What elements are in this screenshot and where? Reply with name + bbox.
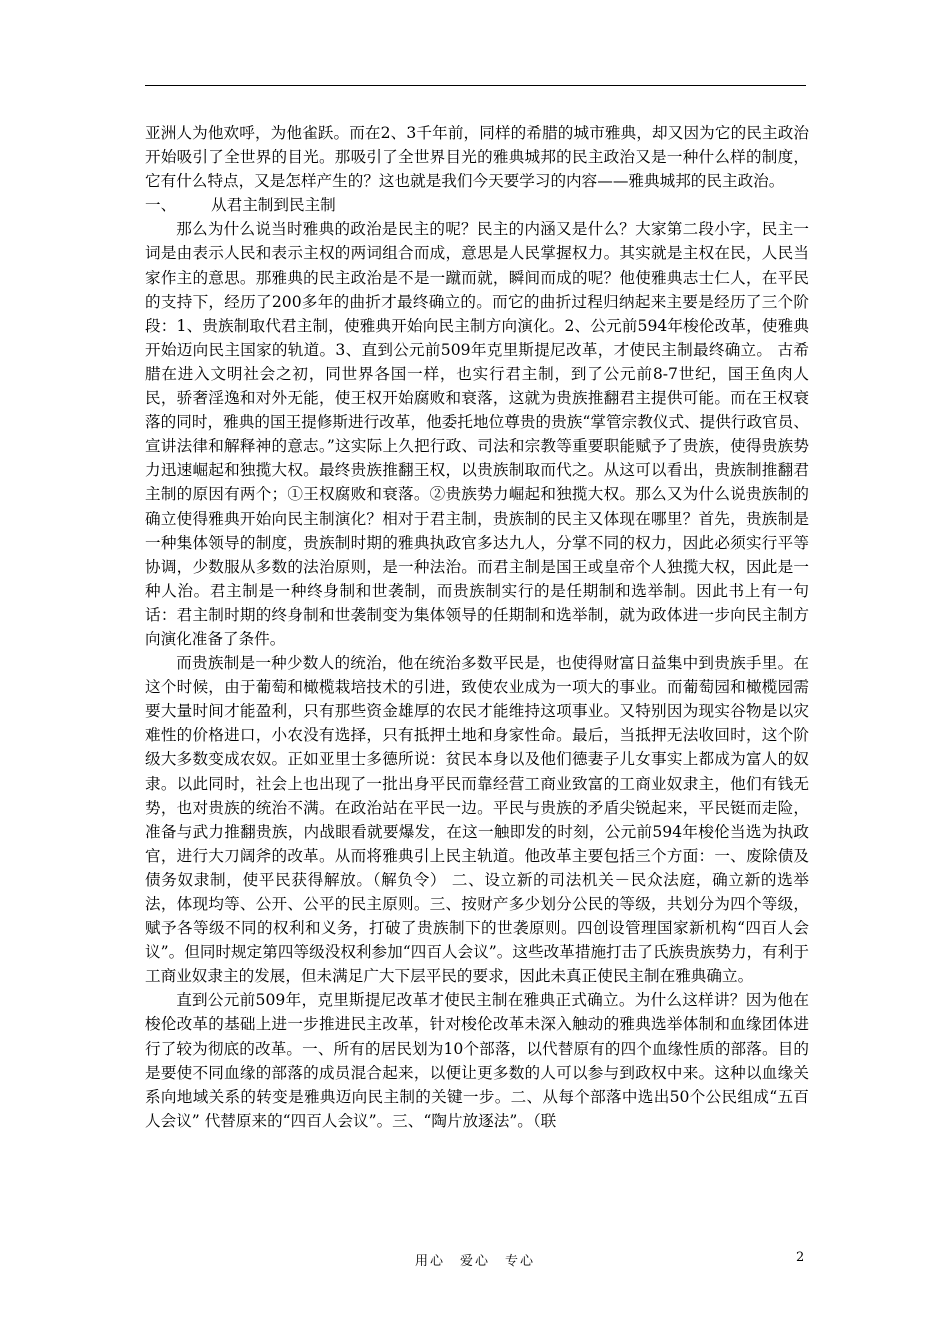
paragraph-democracy-stages: 那么为什么说当时雅典的政治是民主的呢？民主的内涵又是什么？大家第二段小字，民主一词是由表示人民和表示主权的两词组合而成，意思是人民掌握权力。其实就是主权在民，人民当家作主的意思。那雅典的民主政治是不是一蹴而就，瞬间而成的呢？他使雅典志士仁人，在平民的支持下，经历了200多年的曲折才最终确立的。而它的曲折过程归纳起来主要是经历了三个阶段：1、贵族制取代君主制，使雅典开始向民主制方向演化。2、公元前594年梭伦改革，使雅典开始迈向民主国家的轨道。3、直到公元前509年克里斯提尼改革，才使民主制最终确立。 古希腊在进入文明社会之初，同世界各国一样，也实行君主制，到了公元前8-7世纪，国王鱼肉人民，骄奢淫逸和对外无能，使王权开始腐败和衰落，这就为贵族推翻君主提供可能。而在王权衰落的同时，雅典的国王提修斯进行改革，他委托地位尊贵的贵族“掌管宗教仪式、提供行政官员、宣讲法律和解释神的意志。”这实际上久把行政、司法和宗教等重要职能赋予了贵族，使得贵族势力迅速崛起和独揽大权。最终贵族推翻王权，以贵族制取而代之。从这可以看出，贵族制推翻君主制的原因有两个；①王权腐败和衰落。②贵族势力崛起和独揽大权。那么又为什么说贵族制的确立使得雅典开始向民主制演化？相对于君主制，贵族制的民主又体现在哪里？首先，贵族制是一种集体领导的制度，贵族制时期的雅典执政官多达九人，分掌不同的权力，因此必须实行平等协调，少数服从多数的法治原则，是一种法治。而君主制是国王或皇帝个人独揽大权，因此是一种人治。君主制是一种终身制和世袭制，而贵族制实行的是任期制和选举制。因此书上有一句话：君主制时期的终身制和世袭制变为集体领导的任期制和选举制，就为政体进一步向民主制方向演化准备了条件。	[145, 220, 809, 648]
section-heading	[145, 193, 809, 217]
section-number: 一、	[145, 196, 177, 215]
section-title: 从君主制到民主制	[211, 196, 336, 215]
paragraph-cleisthenes-reform: 直到公元前509年，克里斯提尼改革才使民主制在雅典正式确立。为什么这样讲？因为他在梭伦改革的基础上进一步推进民主改革，针对梭伦改革未深入触动的雅典选举体制和血缘团体进行了较为彻底的改革。一、所有的居民划为10个部落，以代替原有的四个血缘性质的部落。目的是要使不同血缘的部落的成员混合起来，以便让更多数的人可以参与到政权中来。这种以血缘关系向地域关系的转变是雅典迈向民主制的关键一步。二、从每个部落中选出50个公民组成“五百人会议” 代替原来的“四百人会议”。三、“陶片放逐法”。（联	[145, 991, 809, 1130]
document-body	[145, 121, 809, 1133]
footer-motto: 用心 爱心 专心	[414, 1254, 535, 1269]
paragraph-solon-reform: 而贵族制是一种少数人的统治，他在统治多数平民是，也使得财富日益集中到贵族手里。在这个时候，由于葡萄和橄榄栽培技术的引进，致使农业成为一项大的事业。而葡萄园和橄榄园需要大量时间才能盈利，只有那些资金雄厚的农民才能维持这项事业。又特别因为现实谷物是以灾难性的价格进口，小农没有选择，只有抵押土地和身家性命。最后，当抵押无法收回时，这个阶级大多数变成农奴。正如亚里士多德所说：贫民本身以及他们德妻子儿女事实上都成为富人的奴隶。以此同时，社会上也出现了一批出身平民而靠经营工商业致富的工商业奴隶主，他们有钱无势，也对贵族的统治不满。在政治站在平民一边。平民与贵族的矛盾尖锐起来，平民铤而走险，准备与武力推翻贵族，内战眼看就要爆发，在这一触即发的时刻，公元前594年梭伦当选为执政官，进行大刀阔斧的改革。从而将雅典引上民主轨道。他改革主要包括三个方面：一、废除债及债务奴隶制，使平民获得解放。（解负令） 二、设立新的司法机关－民众法庭，确立新的选举法，体现均等、公开、公平的民主原则。三、按财产多少划分公民的等级，共划分为四个等级，赋予各等级不同的权利和义务，打破了贵族制下的世袭原则。四创设管理国家新机构“四百人会议”。但同时规定第四等级没权利参加“四百人会议”。这些改革措施打击了氏族贵族势力，有利于工商业奴隶主的发展，但未满足广大下层平民的要求，因此未真正使民主制在雅典确立。	[145, 654, 809, 986]
header-rule	[145, 85, 806, 86]
paragraph-intro: 亚洲人为他欢呼，为他雀跃。而在2、3千年前，同样的希腊的城市雅典，却又因为它的民主政治开始吸引了全世界的目光。那吸引了全世界目光的雅典城邦的民主政治又是一种什么样的制度，它有什么特点，又是怎样产生的？这也就是我们今天要学习的内容——雅典城邦的民主政治。	[145, 124, 809, 191]
page-number: 2	[796, 1250, 805, 1265]
